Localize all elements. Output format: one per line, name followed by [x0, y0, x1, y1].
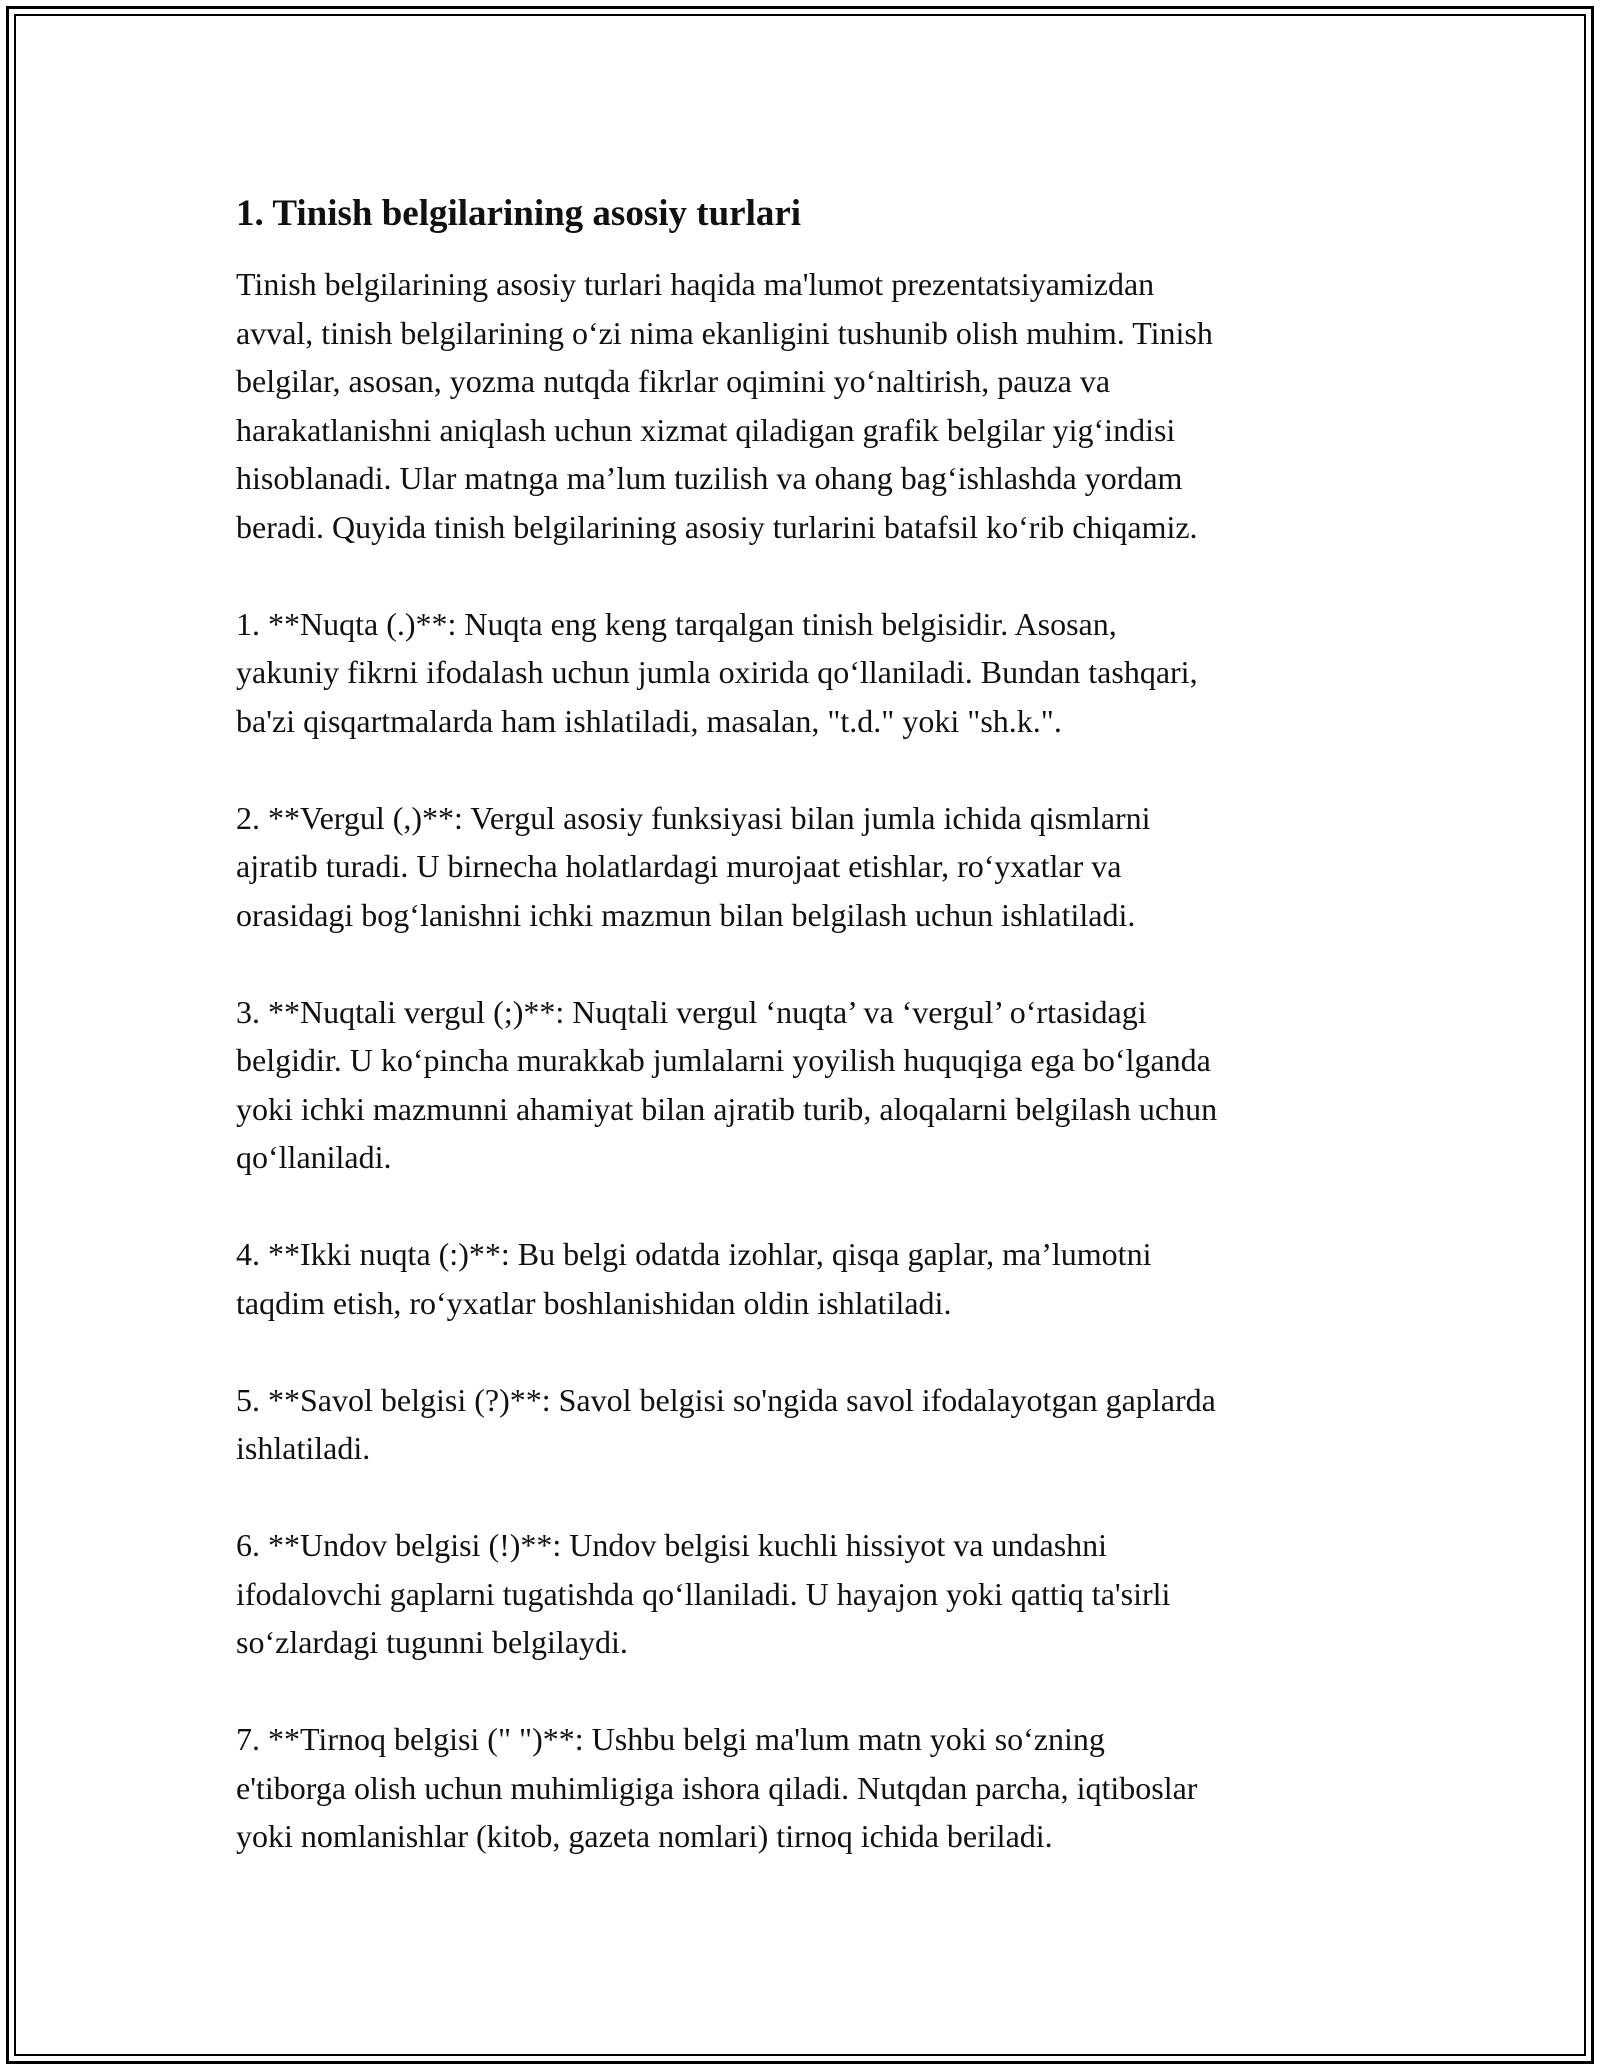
- item-nuqta: 1. **Nuqta (.)**: Nuqta eng keng tarqalgan tinish belgisidir. Asosan, yakuniy fikrni ifodalash uchun jumla oxirida qo‘llaniladi. Bundan tashqari, ba'zi qisqartmalarda ham ishlatiladi, masalan, "t.d." yoki "sh.k.".: [236, 605, 1198, 739]
- document-body: [236, 188, 1376, 1909]
- section-heading: 1. Tinish belgilarining asosiy turlari: [236, 193, 802, 234]
- item-vergul: 2. **Vergul (,)**: Vergul asosiy funksiyasi bilan jumla ichida qismlarni ajratib turadi. U birnecha holatlardagi murojaat etishlar, ro‘yxatlar va orasidagi bog‘lanishni ichki mazmun bilan belgilash uchun ishlatiladi.: [236, 799, 1151, 933]
- intro-paragraph: Tinish belgilarining asosiy turlari haqida ma'lumot prezentatsiyamizdan avval, tinish belgilarining o‘zi nima ekanligini tushunib olish muhim. Tinish belgilar, asosan, yozma nutqda fikrlar oqimini yo‘naltirish, pauza va harakatlanishni aniqlash uchun xizmat qiladigan grafik belgilar yig‘indisi hisoblanadi. Ular matnga ma’lum tuzilish va ohang bag‘ishlashda yordam beradi. Quyida tinish belgilarining asosiy turlarini batafsil ko‘rib chiqamiz.: [236, 266, 1213, 545]
- item-ikki-nuqta: 4. **Ikki nuqta (:)**: Bu belgi odatda izohlar, qisqa gaplar, ma’lumotni taqdim etish, ro‘yxatlar boshlanishidan oldin ishlatiladi.: [236, 1236, 1152, 1321]
- item-undov-belgisi: 6. **Undov belgisi (!)**: Undov belgisi kuchli hissiyot va undashni ifodalovchi gaplarni tugatishda qo‘llaniladi. U hayajon yoki qattiq ta'sirli so‘zlardagi tugunni belgilaydi.: [236, 1527, 1171, 1660]
- item-savol-belgisi: 5. **Savol belgisi (?)**: Savol belgisi so'ngida savol ifodalayotgan gaplarda ishlatiladi.: [236, 1381, 1216, 1466]
- item-tirnoq-belgisi: 7. **Tirnoq belgisi (" ")**: Ushbu belgi ma'lum matn yoki so‘zning e'tiborga olish uchun muhimligiga ishora qiladi. Nutqdan parcha, iqtiboslar yoki nomlanishlar (kitob, gazeta nomlari) tirnoq ichida beriladi.: [236, 1721, 1198, 1854]
- item-nuqtali-vergul: 3. **Nuqtali vergul (;)**: Nuqtali vergul ‘nuqta’ va ‘vergul’ o‘rtasidagi belgidir. U ko‘pincha murakkab jumlalarni yoyilish huquqiga ega bo‘lganda yoki ichki mazmunni ahamiyat bilan ajratib turib, aloqalarni belgilash uchun qo‘llaniladi.: [236, 993, 1218, 1175]
